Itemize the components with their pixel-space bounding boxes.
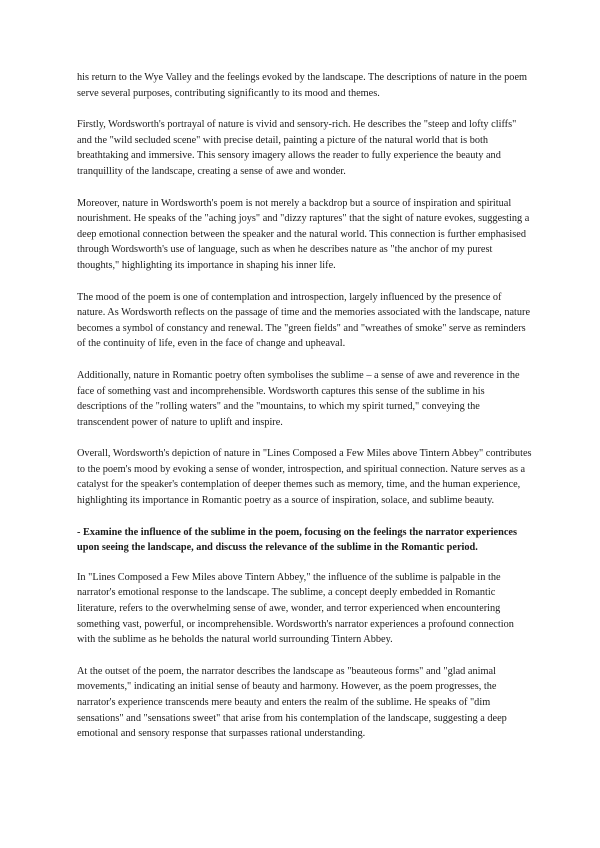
section-heading: - Examine the influence of the sublime in the poem, focusing on the feelings the narrator experiences upon seeing the landscape, and discuss the relevance of the sublime in the Romantic period.: [77, 526, 517, 554]
paragraph-mood: The mood of the poem is one of contemplation and introspection, largely influenced by the presence of nature. As Wordsworth reflects on the passage of time and the memories associated with the landscape, nature becomes a symbol of constancy and renewal. The "green fields" and "wreathes of smoke" serve as reminders of the continuity of life, even in the face of change and upheaval.: [77, 291, 531, 350]
paragraph-portrayal: Firstly, Wordsworth's portrayal of nature is vivid and sensory-rich. He describes the "steep and lofty cliffs" and the "wild secluded scene" with precise detail, painting a picture of the natural world that is both breathtaking and immersive. This sensory imagery allows the reader to fully experience the beauty and tranquillity of the landscape, creating a sense of awe and wonder.: [77, 119, 517, 177]
paragraph-overall: Overall, Wordsworth's depiction of nature in "Lines Composed a Few Miles above Tintern Abbey" contributes to the poem's mood by evoking a sense of wonder, introspection, and spiritual connection. Nature serves as a catalyst for the speaker's contemplation of deeper themes such as memory, time, and the human experience, highlighting its importance in Romantic poetry as a source of inspiration, solace, and sublime beauty.: [77, 448, 532, 507]
paragraph-inspiration: Moreover, nature in Wordsworth's poem is not merely a backdrop but a source of inspiration and spiritual nourishment. He speaks of the "aching joys" and "dizzy raptures" that the sight of nature evokes, suggesting a deep emotional connection between the speaker and the natural world. This connection is further emphasised through Wordsworth's use of language, such as when he describes nature as "the anchor of my purest thoughts," highlighting its importance in shaping his inner life.: [77, 197, 530, 271]
paragraph-narrator-experience: At the outset of the poem, the narrator describes the landscape as "beauteous forms" and "glad animal movements," indicating an initial sense of beauty and harmony. However, as the poem progresses, the narrator's experience transcends mere beauty and enters the realm of the sublime. He speaks of "dim sensations" and "sensations sweet" that arise from his contemplation of the landscape, suggesting a deep emotional and sensory response that surpasses rational understanding.: [77, 665, 507, 740]
paragraph-intro: his return to the Wye Valley and the feelings evoked by the landscape. The descriptions of nature in the poem serve several purposes, contributing significantly to its mood and themes.: [77, 72, 528, 99]
paragraph-sublime-symbol: Additionally, nature in Romantic poetry often symbolises the sublime – a sense of awe and reverence in the face of something vast and incomprehensible. Wordsworth captures this sense of the sublime in his descriptions of the "rolling waters" and the "mountains, to which my spirit turned," conveying the transcendent power of nature to uplift and inspire.: [77, 369, 520, 428]
document-page: [77, 70, 532, 758]
paragraph-sublime-influence: In "Lines Composed a Few Miles above Tintern Abbey," the influence of the sublime is palpable in the narrator's emotional response to the landscape. The sublime, a concept deeply embedded in Romantic literature, refers to the overwhelming sense of awe, wonder, and terror experienced when encountering something vast, powerful, or incomprehensible. Wordsworth's narrator experiences a profound connection with the sublime as he beholds the natural world surrounding Tintern Abbey.: [77, 571, 514, 646]
